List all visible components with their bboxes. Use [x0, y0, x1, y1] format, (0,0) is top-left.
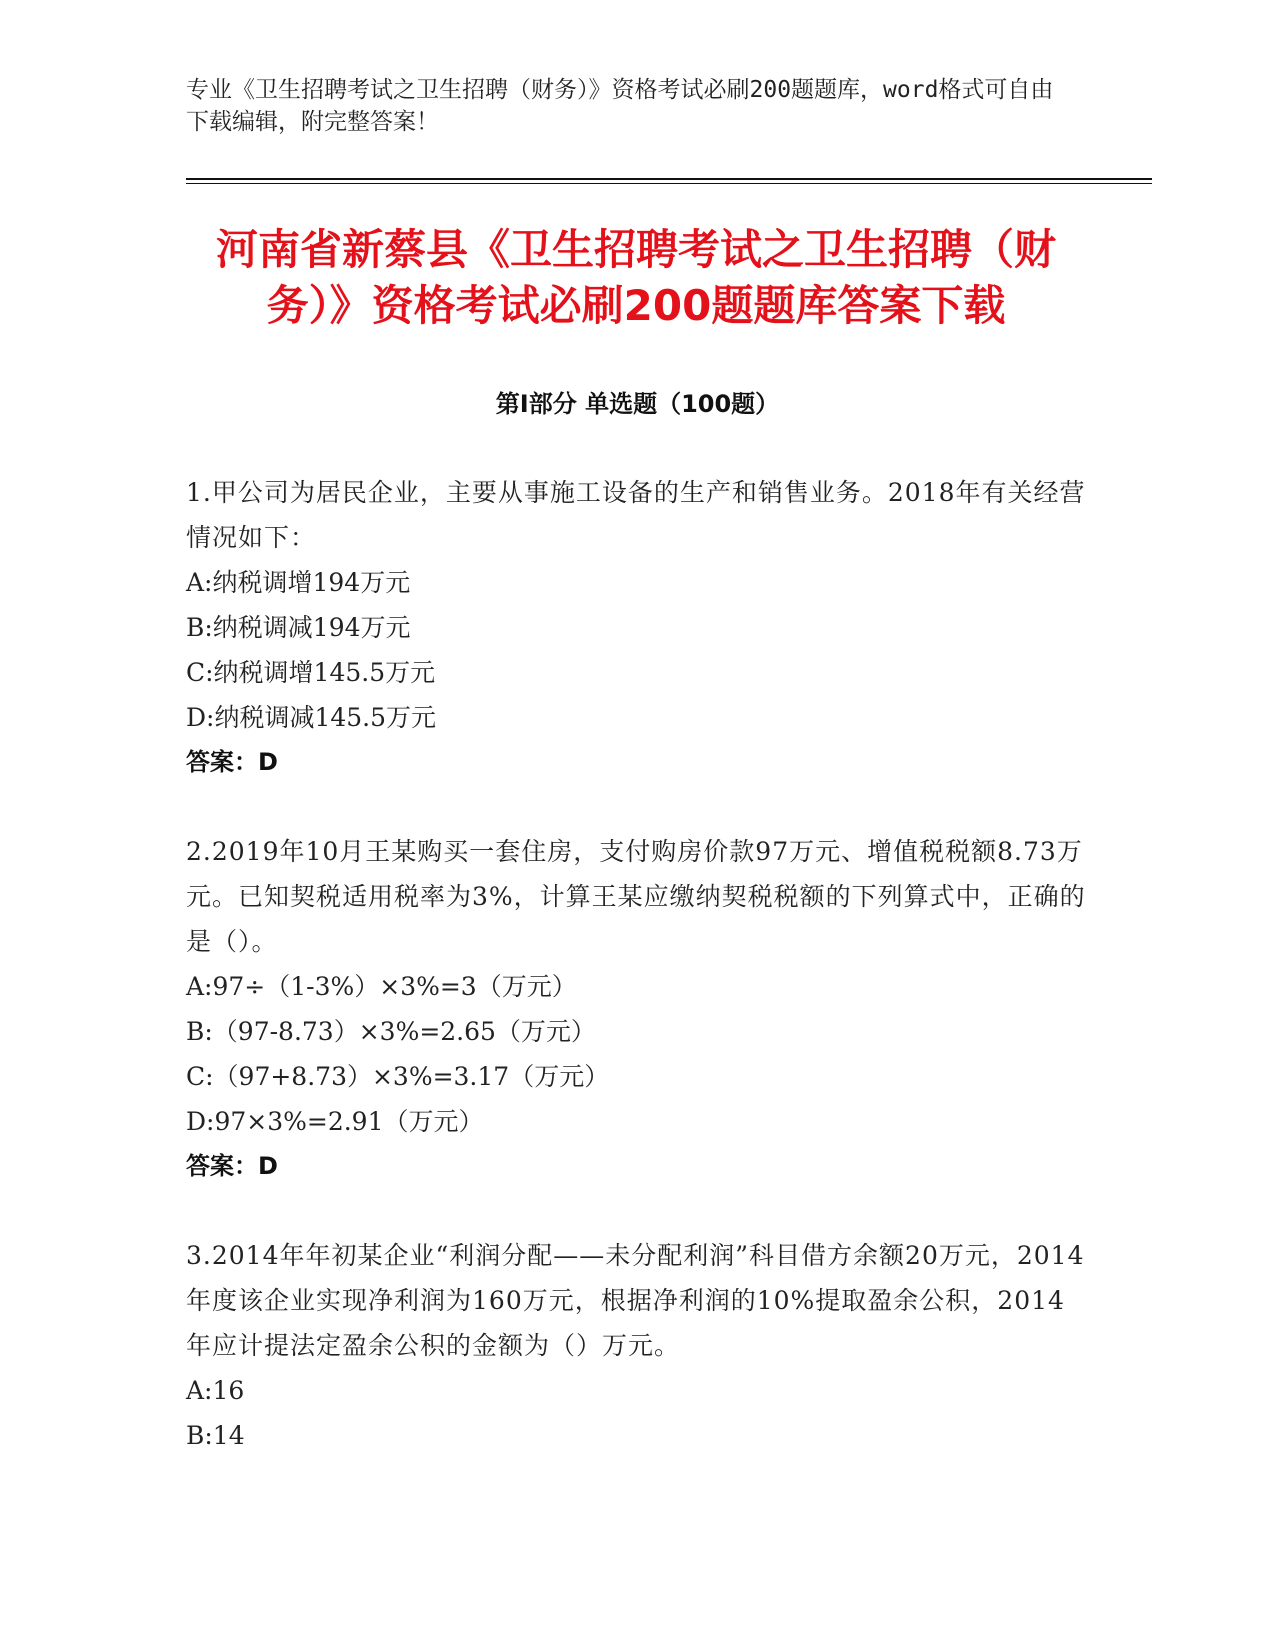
question-stem: 2.2019年10月王某购买一套住房，支付购房价款97万元、增值税税额8.73万元。已知契税适用税率为3%，计算王某应缴纳契税税额的下列算式中，正确的是（）。 — [186, 837, 1086, 956]
question-1 — [186, 470, 1086, 785]
header-note: 专业《卫生招聘考试之卫生招聘（财务）》资格考试必刷200题题库，word格式可自由下载编辑，附完整答案！ — [186, 77, 1054, 135]
option-d: D:97×3%=2.91（万元） — [186, 1107, 484, 1136]
header-rule-thick — [186, 178, 1152, 180]
answer: 答案：D — [186, 748, 278, 776]
option-c: C:（97+8.73）×3%=3.17（万元） — [186, 1062, 610, 1091]
option-a: A:16 — [186, 1376, 245, 1405]
option-d: D:纳税调减145.5万元 — [186, 703, 437, 732]
section-title: 第I部分 单选题（100题） — [495, 390, 780, 418]
question-list — [186, 470, 1086, 1502]
option-a: A:纳税调增194万元 — [186, 568, 411, 597]
option-c: C:纳税调增145.5万元 — [186, 658, 436, 687]
option-b: B:（97-8.73）×3%=2.65（万元） — [186, 1017, 596, 1046]
question-2 — [186, 829, 1086, 1189]
header-rule-thin — [186, 183, 1152, 184]
option-a: A:97÷（1-3%）×3%=3（万元） — [186, 972, 577, 1001]
question-stem: 3.2014年年初某企业“利润分配——未分配利润”科目借方余额20万元，2014年度该企业实现净利润为160万元，根据净利润的10%提取盈余公积，2014年应计提法定盈余公积的金额为（）万元。 — [186, 1241, 1085, 1360]
question-3 — [186, 1233, 1086, 1458]
answer: 答案：D — [186, 1152, 278, 1180]
option-b: B:14 — [186, 1421, 245, 1450]
option-b: B:纳税调减194万元 — [186, 613, 411, 642]
question-stem: 1.甲公司为居民企业，主要从事施工设备的生产和销售业务。2018年有关经营情况如下： — [186, 478, 1086, 552]
document-title: 河南省新蔡县《卫生招聘考试之卫生招聘（财务）》资格考试必刷200题题库答案下载 — [215, 225, 1056, 330]
